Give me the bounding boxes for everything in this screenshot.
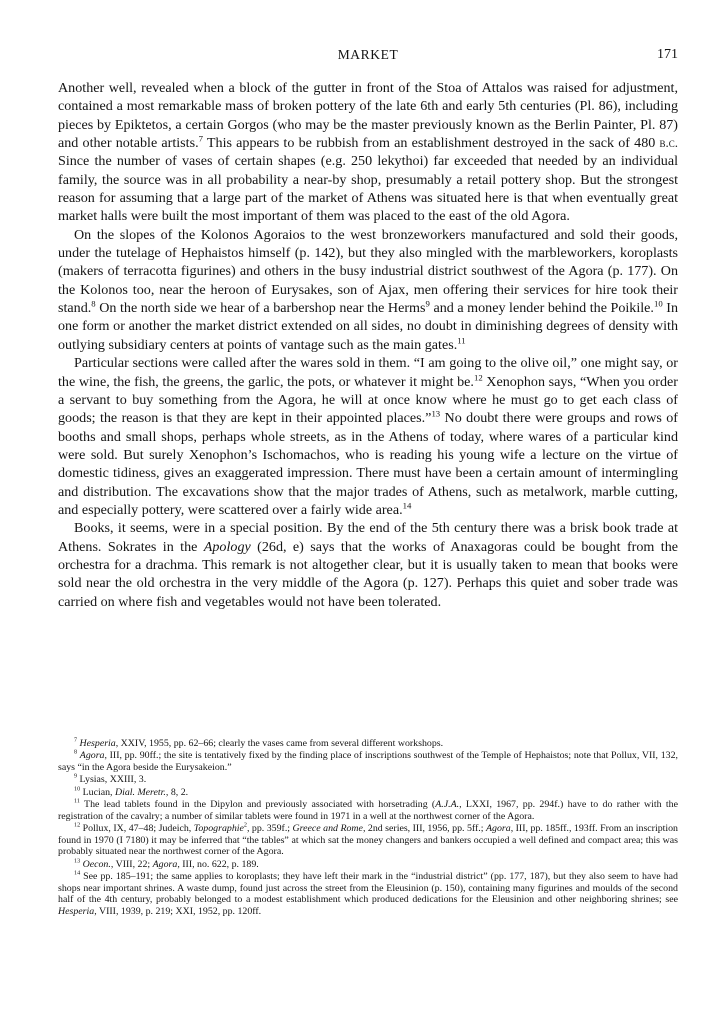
footnote-11: $^{11}$ The lead tablets found in the Dipylon and previously associated with horsetrading (A.J.A., LXXI, 1967, pp. 294f.) have to do rather with the registration of the cavalry; a number of similar tablets were found in 1971 in a well at the northwest corner of the Agora.: [58, 798, 678, 822]
footnote-10: $^{10}$ Lucian, Dial. Meretr., 8, 2.: [74, 786, 189, 798]
italic-text: Apology: [203, 538, 251, 555]
note-reference: 10: [653, 298, 663, 309]
paragraph: Another well, revealed when a block of the gutter in front of the Stoa of Attalos was raised for adjustment, contained a most remarkable mass of broken pottery of the late 6th and early 5th centuries (Pl. 86), including pieces by Epiktetos, a certain Gorgos (who may be the master previously known as the Berlin Painter, Pl. 87) and other notable artists.$^7$ This appears to be rubbish from an establishment destroyed in the sack of 480 b.c. Since the number of vases of certain shapes (e.g. 250 lekythoi) far exceeded that needed by an individual family, the source was in all probability a near-by shop, presumably a retail pottery shop. But the strongest reason for assuming that a large part of the market of Athens was situated here is that when eventually great market halls were built the most important of them was placed to the east of the old Agora.: [58, 80, 678, 225]
note-reference: 8: [74, 749, 78, 756]
italic-text: Hesperia: [58, 906, 95, 917]
body-text: [58, 79, 678, 611]
footnote-7: $^7$ Hesperia, XXIV, 1955, pp. 62–66; clearly the vases came from several different workshops.: [74, 737, 444, 749]
italic-text: Topographie: [193, 822, 244, 834]
italic-text: Agora: [486, 822, 511, 834]
note-reference: 14: [402, 500, 412, 511]
note-reference: 9: [74, 773, 78, 780]
italic-text: A.J.A.: [435, 798, 460, 810]
paragraph: Books, it seems, were in a special position. By the end of the 5th century there was a brisk book trade at Athens. Sokrates in the Apology (26d, e) says that the works of Anaxagoras could be bought from the orchestra for a drachma. This remark is not altogether clear, but it is usually taken to mean that books were sold near the old orchestra in the very middle of the Agora (p. 127). Perhaps this quiet and sober trade was carried on where fish and vegetables would not have been tolerated.: [58, 520, 678, 610]
page-number: 171: [657, 47, 678, 62]
note-reference: 7: [74, 737, 78, 744]
italic-text: Oecon.: [82, 858, 111, 870]
footnote-8: $^8$ Agora, III, pp. 90ff.; the site is tentatively fixed by the finding place of inscriptions southwest of the Temple of Hephaistos; note that Pollux, VII, 132, says “in the Agora beside the Eurysakeion.”: [58, 749, 679, 773]
italic-text: Agora: [79, 750, 105, 762]
footnote-13: $^{13}$ Oecon., VIII, 22; Agora, III, no. 622, p. 189.: [74, 858, 259, 870]
footnote-9: $^9$ Lysias, XXIII, 3.: [74, 773, 147, 786]
note-reference: 7: [198, 133, 203, 144]
note-reference: 13: [74, 858, 81, 865]
footnote-12: $^{12}$ Pollux, IX, 47–48; Judeich, Topographie$^2$, pp. 359f.; Greece and Rome, 2nd series, III, 1956, pp. 5ff.; Agora, III, pp. 185ff., 193ff. From an inscription found in 1970 (I 7180) it may be inferred that “the tables” at which sat the money changers and bankers occupied a well defined and compact area; this was probably situated near the northwest corner of the Agora.: [58, 822, 678, 858]
italic-text: Dial. Meretr.: [114, 786, 166, 798]
italic-text: Hesperia: [79, 738, 116, 749]
running-head: [58, 47, 678, 63]
note-reference: 13: [431, 408, 441, 419]
italic-text: Greece and Rome: [292, 822, 363, 834]
paragraph: On the slopes of the Kolonos Agoraios to the west bronzeworkers manufactured and sold their goods, under the tutelage of Hephaistos himself (p. 142), but they also mingled with the marbleworkers, koroplasts (makers of terracotta figurines) and others in the busy industrial district southwest of the Agora (p. 177). On the Kolonos too, near the heroon of Eurysakes, son of Ajax, men offering their services for hire took their stand.$^8$ On the north side we hear of a barbershop near the Herms$^9$ and a money lender behind the Poikile.$^{10}$ In one form or another the market district extended on all sides, no doubt in diminishing degrees of density with outlying subsidiary centers at points of vantage such as the main gates.$^{11}$: [58, 226, 678, 353]
footnotes: [58, 738, 678, 918]
note-reference: 2: [243, 822, 247, 829]
note-reference: 12: [74, 822, 81, 829]
footnote-14: $^{14}$ See pp. 185–191; the same applies to koroplasts; they have left their mark in the “industrial district” (pp. 177, 187), but they also seem to have had shops near important shrines. A waste dump, found just across the street from the Eleusinion (p. 150), containing many figurines and moulds of the second half of the 4th century, probably belonged to a modest establishment which produced dedications for the Eleusinion and other neighboring shrines; see Hesperia, VIII, 1939, p. 219; XXI, 1952, pp. 120ff.: [58, 870, 678, 917]
note-reference: 14: [74, 870, 81, 877]
running-head-title: MARKET: [337, 47, 399, 62]
small-caps-text: b.c.: [659, 135, 678, 151]
note-reference: 10: [74, 786, 81, 793]
note-reference: 9: [425, 298, 430, 309]
paragraph: Particular sections were called after the wares sold in them. “I am going to the olive oil,” one might say, or the wine, the fish, the greens, the garlic, the pots, or whatever it might be.$^{12}$ Xenophon says, “When you order a servant to buy something from the Agora, he will at once know where he must go to get each class of goods; the reason is that they are kept in their appointed places.”$^{13}$ No doubt there were groups and rows of booths and small shops, perhaps whole streets, as in the Athens of today, where wares of a particular kind were sold. But surely Xenophon’s Ischomachos, who is reading his young wife a lecture on the virtue of domestic tidiness, gives an exaggerated impression. There must have been a certain amount of intermingling and distribution. The excavations show that the major trades of Athens, such as metalwork, marble cutting, and especially pottery, were scattered over a fairly wide area.$^{14}$: [58, 355, 678, 518]
note-reference: 8: [91, 298, 96, 309]
italic-text: Agora: [152, 858, 178, 870]
note-reference: 11: [74, 798, 80, 805]
note-reference: 11: [457, 335, 466, 346]
note-reference: 12: [473, 371, 483, 382]
